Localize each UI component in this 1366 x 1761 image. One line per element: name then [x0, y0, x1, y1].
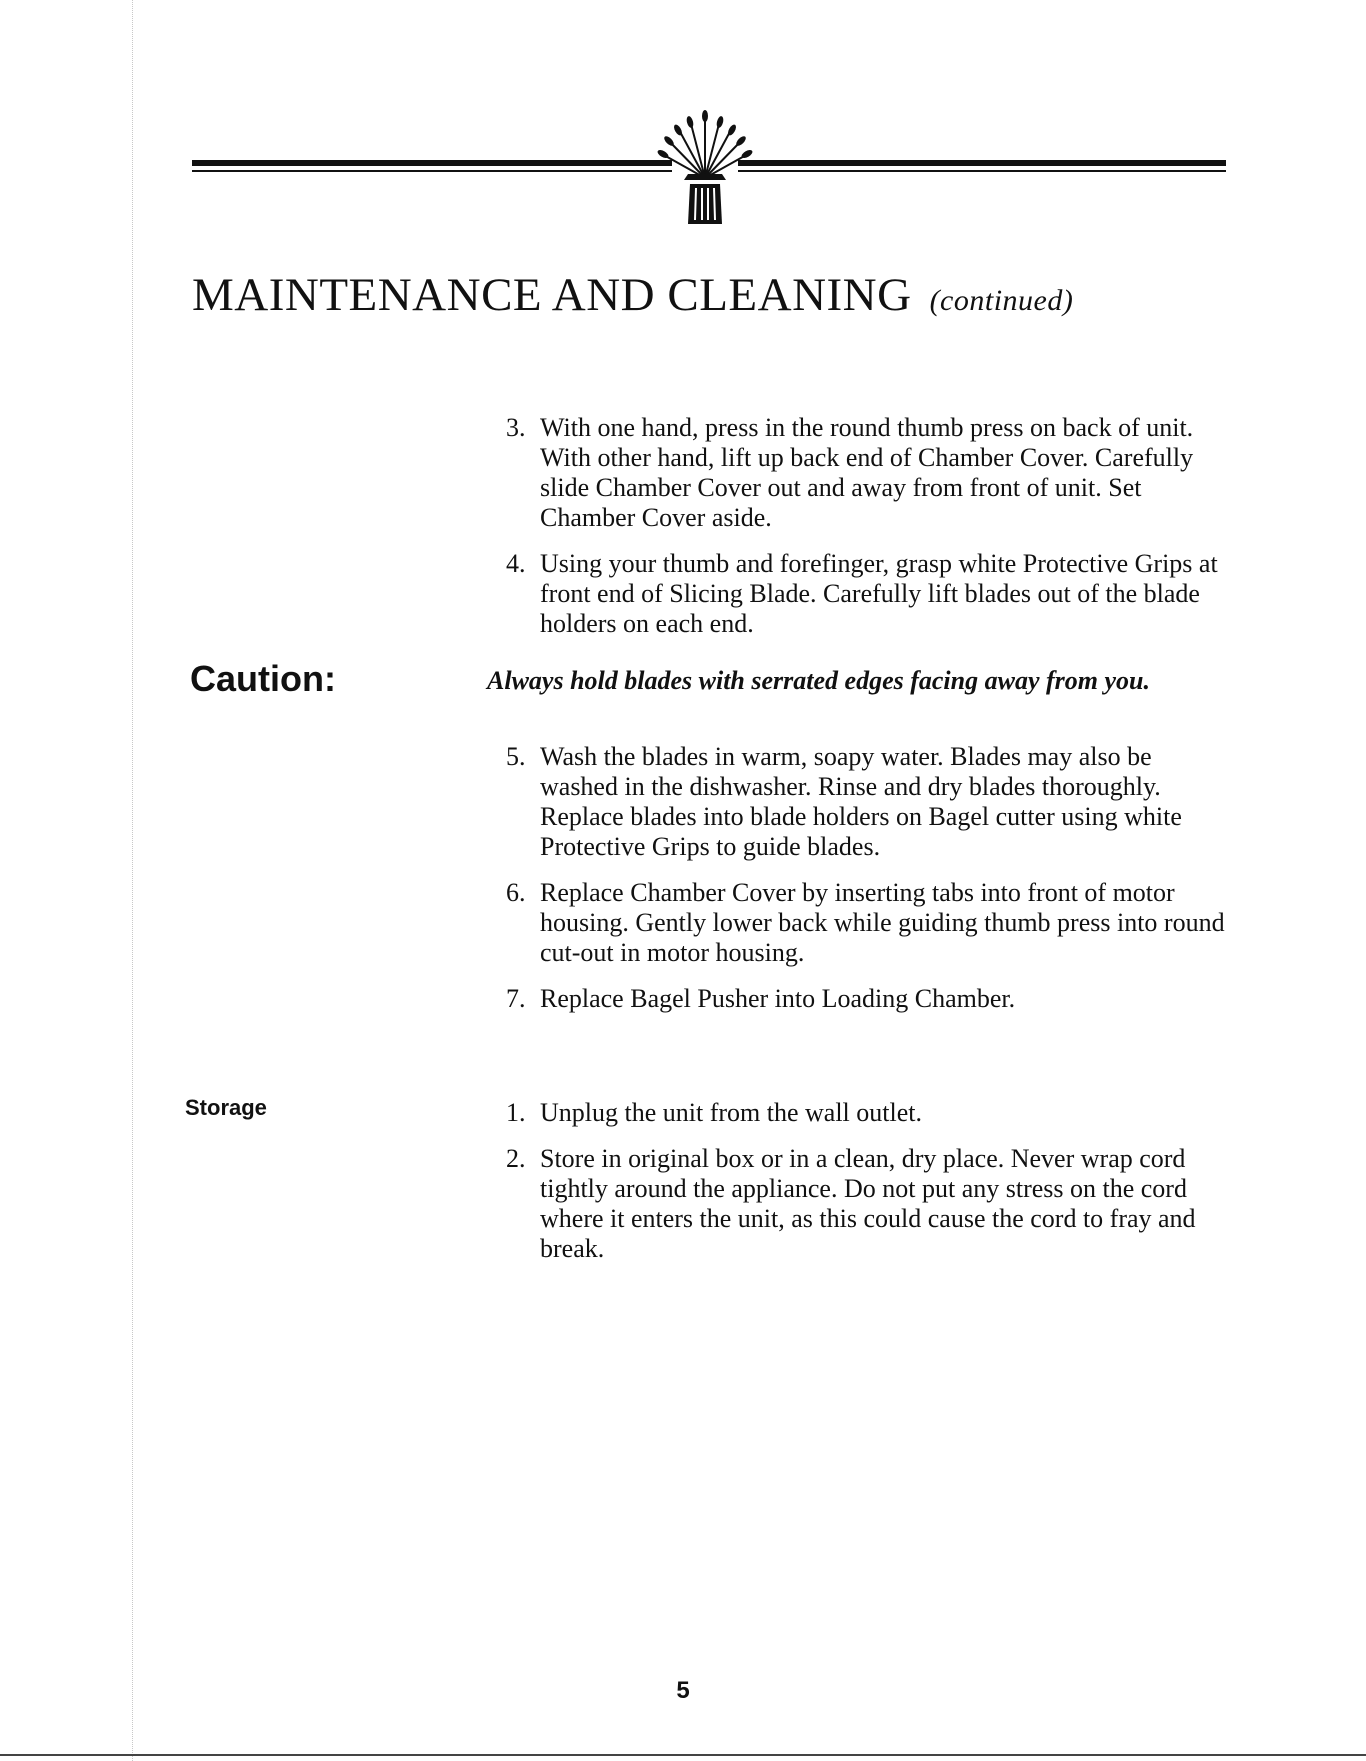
storage-steps: [498, 1098, 1228, 1280]
step-number: 3.: [506, 413, 526, 442]
caution-label: Caution:: [190, 658, 336, 699]
step-item: [498, 549, 1228, 639]
step-item: [498, 742, 1228, 862]
step-number: 5.: [506, 742, 526, 771]
step-item: [498, 1098, 1228, 1128]
cleaning-steps-bottom: [498, 742, 1228, 1030]
storage-label: Storage: [185, 1095, 267, 1120]
step-item: [498, 413, 1228, 533]
step-text: With one hand, press in the round thumb press on back of unit. With other hand, lift up back end of Chamber Cover. Carefully slide Chamber Cover out and away from front of unit. Set Chamber Cover aside.: [540, 413, 1194, 532]
step-text: Replace Bagel Pusher into Loading Chamber.: [540, 984, 1016, 1013]
page-number: 5: [676, 1677, 690, 1704]
step-text: Store in original box or in a clean, dry place. Never wrap cord tightly around the appliance. Do not put any stress on the cord where it enters the unit, as this could cause the cord to fray and break.: [540, 1144, 1196, 1263]
step-number: 7.: [506, 984, 526, 1013]
page-bottom-edge: [0, 1754, 1366, 1756]
step-number: 2.: [506, 1144, 526, 1173]
page-title-continued: (continued): [929, 284, 1074, 317]
step-item: [498, 1144, 1228, 1264]
step-item: [498, 878, 1228, 968]
step-number: 6.: [506, 878, 526, 907]
page-left-edge: [132, 0, 134, 1761]
step-number: 4.: [506, 549, 526, 578]
cleaning-steps-top: [498, 413, 1228, 655]
step-text: Replace Chamber Cover by inserting tabs into front of motor housing. Gently lower back while guiding thumb press into round cut-out in motor housing.: [540, 878, 1225, 967]
step-text: Wash the blades in warm, soapy water. Blades may also be washed in the dishwasher. Rinse and dry blades thoroughly. Replace blades into blade holders on Bagel cutter using white Protective Grips to guide blades.: [540, 742, 1182, 861]
caution-text: Always hold blades with serrated edges facing away from you.: [487, 666, 1150, 695]
page-title: [192, 268, 1073, 322]
page-title-main: MAINTENANCE AND CLEANING: [192, 269, 912, 321]
step-text: Using your thumb and forefinger, grasp white Protective Grips at front end of Slicing Blade. Carefully lift blades out of the blade holders on each end.: [540, 549, 1218, 638]
wheat-sheaf-icon: [650, 108, 760, 226]
step-number: 1.: [506, 1098, 526, 1127]
step-item: [498, 984, 1228, 1014]
step-text: Unplug the unit from the wall outlet.: [540, 1098, 922, 1127]
